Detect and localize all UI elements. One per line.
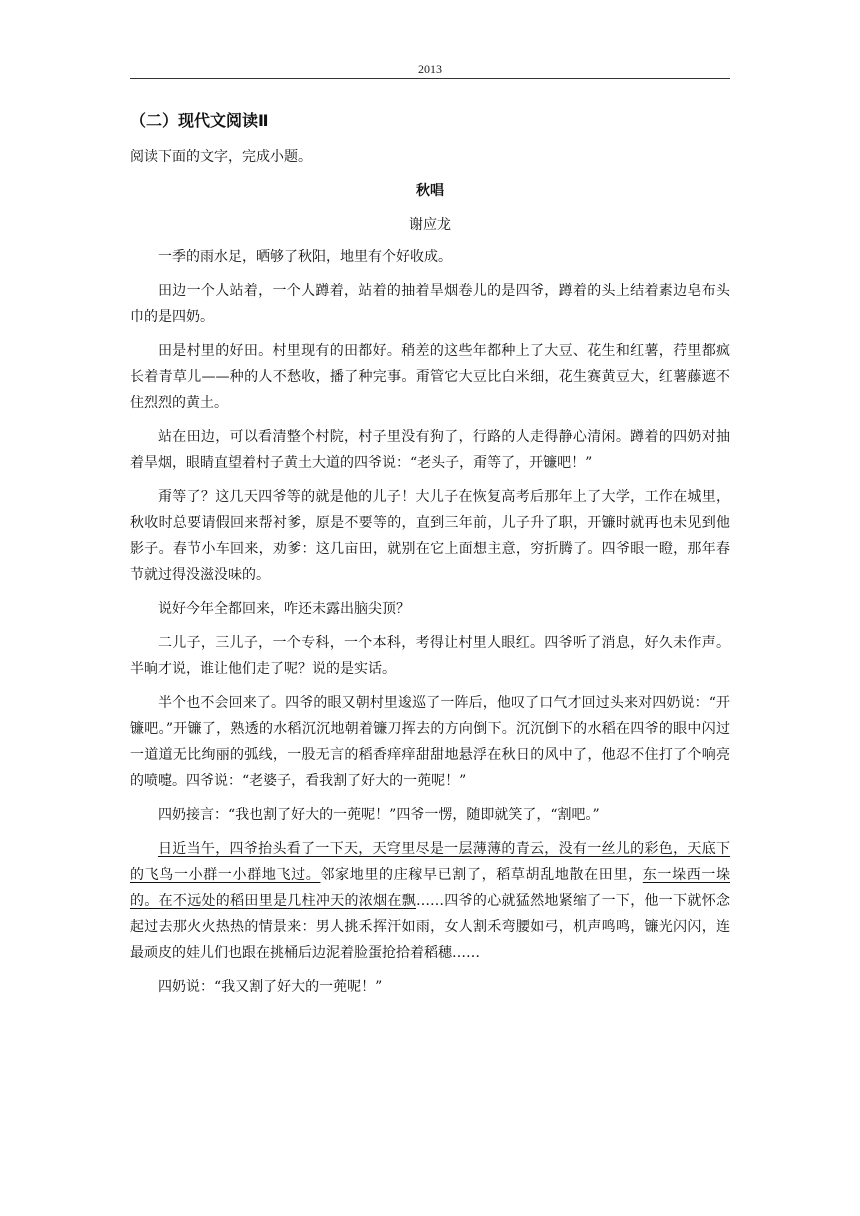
- plain-sentence: ……四爷的心就猛然地紧缩了一下，他一下就怀念起过去那火火热热的情景来：男人挑禾挥汗如雨，女人割禾弯腰如弓，机声鸣鸣，镰光闪闪，连最顽皮的娃儿们也跟在挑桶后边泥着脸蛋抢拾着稻穗……: [130, 893, 730, 961]
- article-paragraph: 说好今年全都回来，咋还未露出脑尖顶？: [158, 601, 410, 617]
- article-paragraph: 站在田边，可以看清整个村院，村子里没有狗了，行路的人走得静心清闲。蹲着的四奶对抽着旱烟，眼睛直望着村子黄土大道的四爷说：“老头子，甭等了，开镰吧！”: [130, 429, 730, 471]
- header-divider: [130, 78, 730, 79]
- underlined-sentence: 日近当午，四爷抬头看了一下天，天穹里尽是一层薄薄的青云，没有一丝儿的彩色，天底下的飞鸟一小群一小群地飞过。: [130, 841, 730, 883]
- article-title: 秋唱: [416, 183, 444, 199]
- article-paragraph: 四奶说：“我又割了好大的一蔸呢！”: [158, 979, 383, 995]
- plain-sentence: 邻家地里的庄稼早已割了，稻草胡乱地散在田里，: [320, 867, 643, 883]
- instruction-text: 阅读下面的文字，完成小题。: [130, 149, 312, 165]
- article-paragraph: 甭等了？这几天四爷等的就是他的儿子！大儿子在恢复高考后那年上了大学，工作在城里，秋收时总要请假回来帮衬爹，原是不要等的，直到三年前，儿子升了职，开镰时就再也未见到他影子。春节小车回来，劝爹：这几亩田，就别在它上面想主意，穷折腾了。四爷眼一瞪，那年春节就过得没滋没味的。: [130, 489, 730, 583]
- page-header-year: 2013: [418, 62, 442, 76]
- article-body: [130, 244, 730, 1000]
- article-paragraph: 田边一个人站着，一个人蹲着，站着的抽着旱烟卷儿的是四爷，蹲着的头上结着素边皂布头巾的是四奶。: [130, 283, 730, 325]
- article-paragraph: 二儿子，三儿子，一个专科，一个本科，考得让村里人眼红。四爷听了消息，好久未作声。半晌才说，谁让他们走了呢？说的是实话。: [130, 635, 730, 677]
- article-paragraph: 四奶接言：“我也割了好大的一蔸呢！”四爷一愣，随即就笑了，“割吧。”: [158, 807, 600, 823]
- article-paragraph: 田是村里的好田。村里现有的田都好。稍差的这些年都种上了大豆、花生和红薯，荇里都疯长着青草儿——种的人不愁收，播了种完事。甭管它大豆比白米细，花生赛黄豆大，红薯藤遮不住烈烈的黄土。: [130, 343, 730, 411]
- article-author: 谢应龙: [409, 217, 451, 233]
- article-paragraph: 半个也不会回来了。四爷的眼又朝村里逡巡了一阵后，他叹了口气才回过头来对四奶说：“开镰吧。”开镰了，熟透的水稻沉沉地朝着镰刀挥去的方向倒下。沉沉倒下的水稻在四爷的眼中闪过一道道无比绚丽的弧线，一股无言的稻香痒痒甜甜地悬浮在秋日的风中了，他忍不住打了个响亮的喷嚏。四爷说：“老婆子，看我割了好大的一蔸呢！”: [130, 695, 730, 789]
- underlined-sentence: 东一垛西一垛的。在不远处的稻田里是几柱冲天的浓烟在飘: [130, 867, 731, 909]
- section-title: （二）现代文阅读Ⅱ: [130, 111, 269, 130]
- article-paragraph-underlined: [130, 836, 730, 966]
- article-paragraph: 一季的雨水足，晒够了秋阳，地里有个好收成。: [158, 249, 452, 265]
